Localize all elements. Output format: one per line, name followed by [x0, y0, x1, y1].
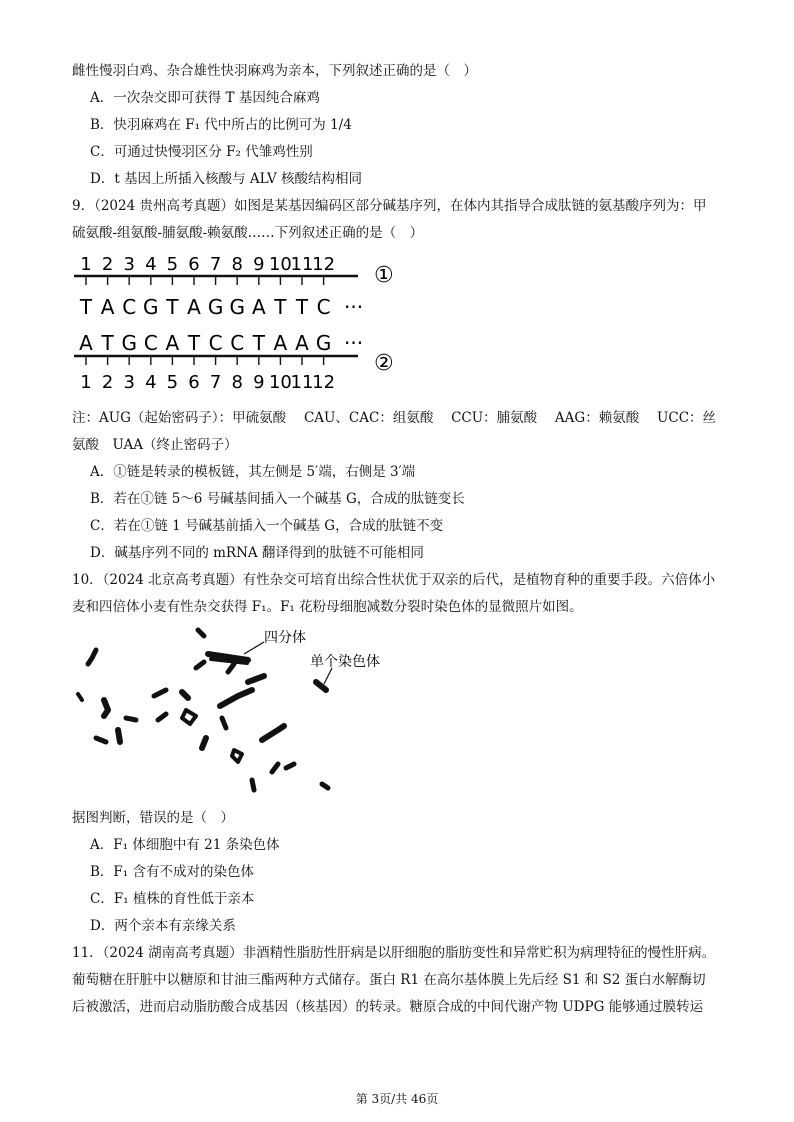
- strand-2-base: A: [273, 331, 288, 355]
- strand-2-base: A: [165, 331, 180, 355]
- q11-line2: 葡萄糖在肝脏中以糖原和甘油三酯两种方式储存。蛋白 R1 在高尔基体膜上先后经 S1 和 S2 蛋白水解酶切: [72, 972, 706, 988]
- strand-1-base: C: [316, 295, 331, 319]
- q8-option-a: A．一次杂交即可获得 T 基因纯合麻鸡: [90, 90, 320, 106]
- q9-note-line1: 注：AUG（起始密码子）：甲硫氨酸 CAU、CAC：组氨酸 CCU：脯氨酸 AAG：赖氨酸 UCC：丝: [72, 410, 717, 426]
- q10-stem-line2: 麦和四倍体小麦有性杂交获得 F₁。F₁ 花粉母细胞减数分裂时染色体的显微照片如图。: [72, 599, 583, 615]
- strand-1-base: T: [274, 295, 287, 319]
- q8-option-d: D．t 基因上所插入核酸与 ALV 核酸结构相同: [90, 171, 362, 187]
- strand-2-base: G: [315, 331, 332, 355]
- strand-1: [74, 254, 397, 319]
- strand-1-position-number: 10: [268, 254, 292, 275]
- strand-1-base: A: [100, 295, 115, 319]
- strand-1-position-number: 1: [80, 254, 92, 275]
- q9-note-line2: 氨酸 UAA（终止密码子）: [72, 437, 238, 453]
- dna-sequence-figure: [66, 252, 406, 400]
- q8-stem-tail: 雌性慢羽白鸡、杂合雄性快羽麻鸡为亲本，下列叙述正确的是（ ）: [72, 63, 477, 79]
- strand-2-base: A: [295, 331, 309, 355]
- strand-1-position-number: 2: [101, 254, 114, 275]
- strand-2-position-number: 4: [145, 372, 157, 393]
- q10-option-b: B．F₁ 含有不成对的染色体: [90, 864, 254, 880]
- q9-stem-line1: 9．（2024 贵州高考真题）如图是某基因编码区部分碱基序列，在体内其指导合成肽链的氨基酸序列为：甲: [72, 198, 707, 214]
- strand-2-position-number: 6: [188, 372, 200, 393]
- strand-2-base: C: [230, 331, 245, 355]
- label-tetrad: 四分体: [264, 630, 306, 646]
- strand-2-base: T: [187, 331, 201, 355]
- strand-2-position-number: 8: [231, 372, 243, 393]
- strand-1-base: C: [122, 295, 137, 319]
- strand-2-ellipsis: ···: [344, 331, 364, 355]
- q9-option-b: B．若在①链 5～6 号碱基间插入一个碱基 G，合成的肽链变长: [90, 491, 465, 507]
- strand-2-position-number: 2: [101, 372, 114, 393]
- strand-1-position-number: 6: [188, 254, 200, 275]
- strand-2-position-number: 5: [166, 372, 179, 393]
- strand-1-base: T: [295, 295, 309, 319]
- strand-1-position-number: 4: [145, 254, 157, 275]
- q9-option-a: A．①链是转录的模板链，其左侧是 5′端，右侧是 3′端: [90, 464, 416, 480]
- q10-option-c: C．F₁ 植株的育性低于亲本: [90, 891, 255, 907]
- strand-1-base: G: [207, 295, 224, 319]
- q9-option-d: D．碱基序列不同的 mRNA 翻译得到的肽链不可能相同: [90, 545, 424, 561]
- strand-2-position-number: 3: [123, 372, 135, 393]
- strand-2-position-number: 9: [253, 372, 265, 393]
- q10-question: 据图判断，错误的是（ ）: [72, 810, 234, 826]
- strand-1-ellipsis: ···: [344, 295, 364, 319]
- strand-2-position-number: 1: [80, 372, 92, 393]
- strand-2-base: T: [101, 331, 114, 355]
- strand-1-position-number: 9: [253, 254, 265, 275]
- page-footer: 第 3页/共 46页: [355, 1092, 439, 1106]
- strand-2-position-number: 11: [290, 372, 314, 393]
- q9-option-c: C．若在①链 1 号碱基前插入一个碱基 G，合成的肽链不变: [90, 518, 444, 534]
- strand-2-position-number: 12: [312, 372, 336, 393]
- q10-stem-line1: 10．（2024 北京高考真题）有性杂交可培育出综合性状优于双亲的后代，是植物育种的重要手段。六倍体小: [72, 572, 716, 588]
- strand-2-position-number: 7: [209, 372, 222, 393]
- single-chromosome-pointer: [324, 668, 332, 684]
- strand-1-position-number: 7: [209, 254, 222, 275]
- q9-stem-line2: 硫氨酸-组氨酸-脯氨酸-赖氨酸……下列叙述正确的是（ ）: [72, 225, 424, 241]
- label-single-chromosome: 单个染色体: [310, 654, 380, 670]
- strand-2-base: C: [143, 331, 158, 355]
- strand-1-base: T: [166, 295, 179, 319]
- q8-option-b: B．快羽麻鸡在 F₁ 代中所占的比例可为 1/4: [90, 117, 352, 133]
- strand-1-position-number: 8: [231, 254, 243, 275]
- strand-2-position-number: 10: [268, 372, 292, 393]
- q11-line3: 后被激活，进而启动脂肪酸合成基因（核基因）的转录。糖原合成的中间代谢产物 UDPG 能够通过膜转运: [72, 999, 704, 1015]
- q11-line1: 11．（2024 湖南高考真题）非酒精性脂肪性肝病是以肝细胞的脂肪变性和异常贮积为病理特征的慢性肝病。: [72, 945, 716, 961]
- strand-2-label: ②: [374, 351, 394, 376]
- q8-option-c: C．可通过快慢羽区分 F₂ 代雏鸡性别: [90, 144, 313, 160]
- strand-2-base: A: [79, 331, 93, 355]
- q10-option-a: A．F₁ 体细胞中有 21 条染色体: [90, 837, 280, 853]
- strand-2-base: T: [252, 331, 265, 355]
- strand-2: [74, 331, 394, 393]
- chromosome-micrograph: [66, 622, 406, 802]
- strand-1-base: G: [229, 295, 245, 319]
- strand-1-base: G: [143, 295, 159, 319]
- strand-2-base: C: [208, 331, 223, 355]
- strand-1-base: T: [79, 295, 93, 319]
- strand-1-base: A: [187, 295, 201, 319]
- strand-1-position-number: 12: [312, 254, 336, 275]
- strand-1-position-number: 3: [123, 254, 135, 275]
- strand-1-base: A: [251, 295, 266, 319]
- strand-1-position-number: 11: [290, 254, 314, 275]
- tetrad-pointer: [244, 642, 264, 654]
- q10-option-d: D．两个亲本有亲缘关系: [90, 918, 236, 934]
- strand-1-label: ①: [374, 263, 394, 288]
- strand-2-base: G: [121, 331, 137, 355]
- strand-1-position-number: 5: [166, 254, 179, 275]
